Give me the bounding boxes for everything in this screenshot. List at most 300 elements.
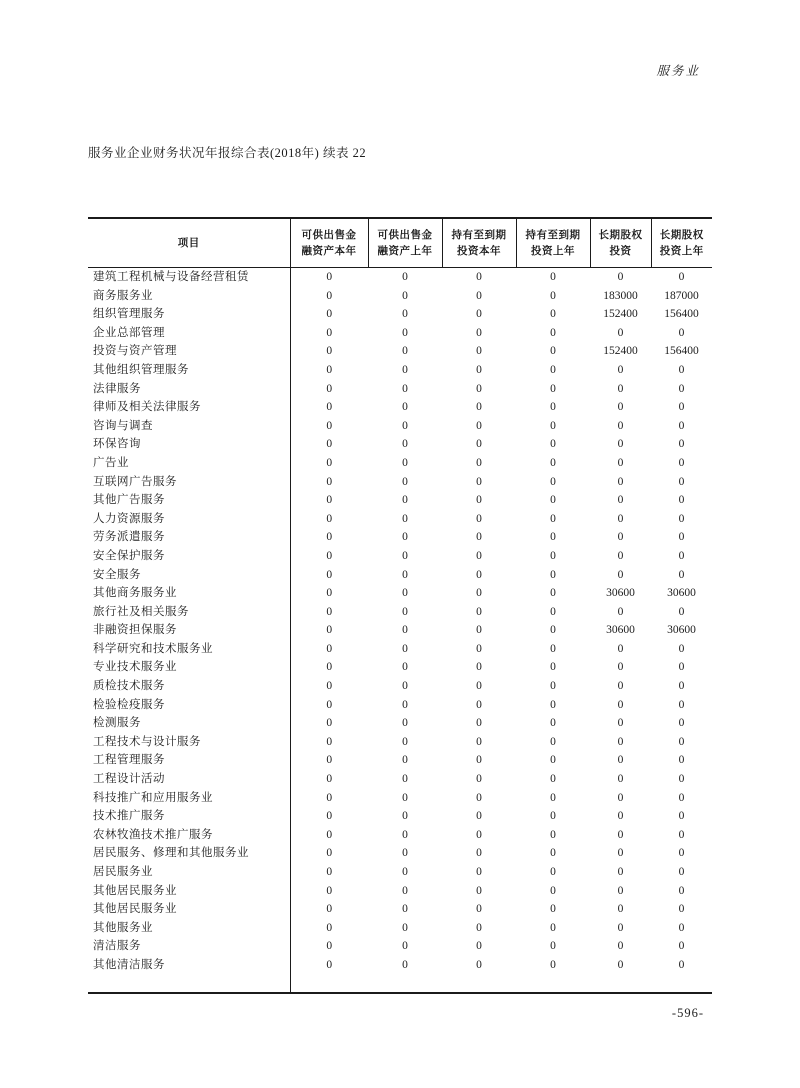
row-item-label: 劳务派遣服务 [88, 528, 290, 547]
row-value-cell: 0 [678, 382, 685, 395]
row-value-cell: 0 [550, 866, 556, 878]
table-row [88, 473, 712, 492]
row-value-cell: 0 [617, 940, 624, 953]
row-value-cell: 0 [476, 308, 482, 321]
table-row [88, 900, 712, 919]
table-row [88, 566, 712, 585]
row-value-cell: 0 [402, 661, 408, 674]
row-item-label: 组织管理服务 [88, 305, 290, 324]
table-row [88, 919, 712, 938]
row-value-cell: 0 [550, 624, 556, 637]
row-value-cell: 0 [617, 363, 624, 376]
row-value-cell: 0 [402, 791, 408, 804]
column-header-2: 持有至到期 投资本年 [442, 219, 516, 268]
row-value-cell: 0 [326, 717, 333, 730]
row-value-cell: 0 [326, 401, 333, 414]
row-value-cell: 0 [326, 884, 333, 897]
row-value-cell: 152400 [603, 308, 638, 321]
row-value-cell: 0 [678, 958, 685, 971]
row-value-cell: 0 [402, 884, 408, 897]
row-value-cell: 0 [402, 549, 408, 562]
row-item-label: 检验检疫服务 [88, 696, 290, 715]
row-item-label: 商务服务业 [88, 287, 290, 306]
row-item-label: 环保咨询 [88, 435, 290, 454]
row-value-cell: 0 [476, 494, 482, 507]
row-value-cell: 0 [326, 512, 333, 525]
table-row [88, 714, 712, 733]
row-value-cell: 0 [402, 698, 408, 711]
row-item-label: 其他居民服务业 [88, 882, 290, 901]
row-value-cell: 0 [550, 680, 556, 693]
row-value-cell: 0 [550, 921, 556, 934]
row-value-cell: 0 [476, 549, 482, 562]
row-value-cell: 156400 [664, 308, 699, 321]
row-value-cell: 0 [476, 345, 482, 358]
row-value-cell: 30600 [667, 624, 696, 637]
row-value-cell: 0 [617, 326, 624, 339]
row-item-label: 投资与资产管理 [88, 342, 290, 361]
table-row [88, 640, 712, 659]
financial-table [88, 219, 712, 992]
row-value-cell: 0 [476, 698, 482, 711]
row-item-label: 清洁服务 [88, 937, 290, 956]
row-value-cell: 0 [617, 735, 624, 748]
row-value-cell: 0 [550, 661, 556, 674]
table-row [88, 398, 712, 417]
row-item-label: 农林牧渔技术推广服务 [88, 826, 290, 845]
table-row [88, 324, 712, 343]
row-item-label: 其他居民服务业 [88, 900, 290, 919]
row-value-cell: 0 [476, 512, 482, 525]
row-value-cell: 0 [617, 698, 624, 711]
row-value-cell: 187000 [664, 289, 699, 302]
row-value-cell: 0 [402, 903, 408, 916]
row-value-cell: 0 [617, 754, 624, 767]
row-value-cell: 0 [326, 382, 333, 395]
row-value-cell: 0 [550, 903, 556, 916]
row-value-cell: 0 [550, 568, 556, 581]
row-value-cell: 0 [550, 363, 556, 376]
row-item-label: 居民服务业 [88, 863, 290, 882]
row-item-label: 科学研究和技术服务业 [88, 640, 290, 659]
row-value-cell: 0 [476, 401, 482, 414]
row-value-cell: 0 [476, 363, 482, 376]
row-value-cell: 0 [402, 921, 408, 934]
row-value-cell: 0 [617, 549, 624, 562]
row-value-cell: 0 [326, 271, 333, 283]
row-value-cell: 0 [402, 438, 408, 451]
row-value-cell: 0 [402, 735, 408, 748]
row-value-cell: 0 [402, 345, 408, 358]
row-value-cell: 0 [326, 345, 333, 358]
row-value-cell: 0 [476, 475, 482, 488]
row-value-cell: 0 [326, 419, 333, 432]
column-header-1: 可供出售金 融资产上年 [368, 219, 442, 268]
row-value-cell: 0 [402, 419, 408, 432]
row-value-cell: 0 [402, 717, 408, 730]
row-value-cell: 0 [476, 531, 482, 544]
row-item-label: 技术推广服务 [88, 807, 290, 826]
row-item-label: 工程设计活动 [88, 770, 290, 789]
row-value-cell: 0 [617, 791, 624, 804]
row-value-cell: 0 [550, 531, 556, 544]
row-value-cell: 0 [476, 717, 482, 730]
table-row [88, 510, 712, 529]
table-row [88, 956, 712, 975]
row-value-cell: 0 [550, 717, 556, 730]
row-item-label: 工程技术与设计服务 [88, 733, 290, 752]
row-value-cell: 0 [678, 419, 685, 432]
row-value-cell: 0 [678, 717, 685, 730]
row-value-cell: 0 [617, 401, 624, 414]
row-value-cell: 0 [402, 847, 408, 860]
row-item-label: 互联网广告服务 [88, 473, 290, 492]
row-value-cell: 0 [402, 810, 408, 823]
header-row [88, 219, 712, 268]
row-item-label: 律师及相关法律服务 [88, 398, 290, 417]
row-value-cell: 0 [326, 921, 333, 934]
row-value-cell: 0 [550, 587, 556, 600]
table-row [88, 528, 712, 547]
row-value-cell: 0 [402, 605, 408, 618]
row-value-cell: 0 [326, 289, 333, 302]
row-value-cell: 30600 [606, 624, 635, 637]
row-value-cell: 0 [678, 438, 685, 451]
row-value-cell: 0 [326, 363, 333, 376]
running-head: 服务业 [656, 64, 700, 78]
row-value-cell: 0 [617, 605, 624, 618]
row-value-cell: 0 [617, 680, 624, 693]
row-value-cell: 0 [617, 568, 624, 581]
row-value-cell: 30600 [667, 587, 696, 600]
table-row [88, 937, 712, 956]
row-item-label: 广告业 [88, 454, 290, 473]
row-value-cell: 0 [326, 735, 333, 748]
row-value-cell: 0 [617, 419, 624, 432]
row-value-cell: 0 [402, 587, 408, 600]
row-value-cell: 0 [617, 903, 624, 916]
row-value-cell: 0 [550, 475, 556, 488]
table-row [88, 603, 712, 622]
row-value-cell: 0 [678, 903, 685, 916]
row-value-cell: 0 [326, 680, 333, 693]
row-value-cell: 0 [402, 642, 408, 655]
row-value-cell: 0 [550, 549, 556, 562]
row-value-cell: 0 [402, 289, 408, 302]
table-row [88, 863, 712, 882]
row-value-cell: 0 [678, 512, 685, 525]
row-value-cell: 0 [678, 363, 685, 376]
row-value-cell: 0 [476, 866, 482, 878]
row-value-cell: 0 [326, 940, 333, 953]
row-value-cell: 0 [617, 475, 624, 488]
row-value-cell: 0 [678, 456, 685, 469]
row-value-cell: 0 [617, 847, 624, 860]
row-value-cell: 0 [678, 549, 685, 562]
row-value-cell: 0 [550, 401, 556, 414]
table-row [88, 287, 712, 306]
row-value-cell: 0 [617, 828, 624, 841]
row-value-cell: 0 [402, 773, 408, 786]
row-value-cell: 0 [550, 754, 556, 767]
row-value-cell: 0 [326, 847, 333, 860]
column-header-3: 持有至到期 投资上年 [516, 219, 590, 268]
row-value-cell: 0 [678, 642, 685, 655]
page-number: -596- [671, 1006, 704, 1020]
row-value-cell: 0 [678, 773, 685, 786]
row-item-label: 检测服务 [88, 714, 290, 733]
row-value-cell: 0 [678, 531, 685, 544]
table-container [88, 217, 712, 994]
row-value-cell: 0 [550, 308, 556, 321]
row-value-cell: 0 [326, 587, 333, 600]
table-row [88, 770, 712, 789]
table-row [88, 268, 712, 287]
table-title: 服务业企业财务状况年报综合表(2018年) 续表 22 [88, 146, 367, 160]
row-value-cell: 0 [326, 438, 333, 451]
row-value-cell: 0 [617, 512, 624, 525]
row-value-cell: 0 [326, 531, 333, 544]
column-header-item: 项目 [88, 219, 290, 268]
row-value-cell: 30600 [606, 587, 635, 600]
column-header-5: 长期股权 投资上年 [651, 219, 712, 268]
row-value-cell: 0 [476, 884, 482, 897]
row-value-cell: 0 [617, 958, 624, 971]
row-value-cell: 0 [402, 940, 408, 953]
table-row [88, 658, 712, 677]
row-value-cell: 0 [326, 456, 333, 469]
row-value-cell: 0 [326, 958, 333, 971]
row-item-label: 企业总部管理 [88, 324, 290, 343]
row-item-label: 专业技术服务业 [88, 658, 290, 677]
row-value-cell: 0 [476, 642, 482, 655]
row-value-cell: 0 [550, 512, 556, 525]
table-row [88, 696, 712, 715]
table-row [88, 547, 712, 566]
table-row [88, 789, 712, 808]
row-value-cell: 0 [402, 326, 408, 339]
row-value-cell: 0 [476, 847, 482, 860]
row-value-cell: 0 [476, 624, 482, 637]
row-value-cell: 0 [550, 419, 556, 432]
row-value-cell: 0 [617, 438, 624, 451]
row-item-label: 其他清洁服务 [88, 956, 290, 975]
row-value-cell: 0 [617, 717, 624, 730]
row-value-cell: 0 [476, 828, 482, 841]
row-value-cell: 0 [476, 419, 482, 432]
row-value-cell: 0 [617, 271, 624, 283]
table-row [88, 435, 712, 454]
row-value-cell: 0 [617, 382, 624, 395]
row-value-cell: 0 [402, 680, 408, 693]
row-item-label: 科技推广和应用服务业 [88, 789, 290, 808]
row-value-cell: 0 [550, 289, 556, 302]
row-value-cell: 0 [617, 921, 624, 934]
row-value-cell: 0 [550, 438, 556, 451]
table-row [88, 361, 712, 380]
row-value-cell: 0 [402, 401, 408, 414]
row-value-cell: 0 [678, 326, 685, 339]
row-value-cell: 0 [476, 326, 482, 339]
row-value-cell: 0 [326, 494, 333, 507]
row-value-cell: 183000 [603, 289, 638, 302]
row-value-cell: 0 [326, 866, 333, 878]
row-item-label: 质检技术服务 [88, 677, 290, 696]
row-value-cell: 0 [617, 642, 624, 655]
row-value-cell: 0 [402, 531, 408, 544]
row-value-cell: 0 [678, 661, 685, 674]
row-item-label: 其他商务服务业 [88, 584, 290, 603]
row-item-label: 旅行社及相关服务 [88, 603, 290, 622]
row-item-label: 其他广告服务 [88, 491, 290, 510]
row-value-cell: 0 [678, 568, 685, 581]
row-value-cell: 0 [550, 958, 556, 971]
row-value-cell: 0 [326, 326, 333, 339]
table-row [88, 491, 712, 510]
column-header-4: 长期股权 投资 [590, 219, 651, 268]
row-value-cell: 0 [476, 810, 482, 823]
row-value-cell: 156400 [664, 345, 699, 358]
row-value-cell: 0 [402, 363, 408, 376]
row-value-cell: 0 [617, 884, 624, 897]
row-value-cell: 0 [617, 810, 624, 823]
row-value-cell: 0 [617, 494, 624, 507]
row-value-cell: 0 [326, 810, 333, 823]
row-value-cell: 0 [678, 754, 685, 767]
table-row [88, 733, 712, 752]
row-value-cell: 0 [476, 958, 482, 971]
row-value-cell: 0 [678, 475, 685, 488]
row-value-cell: 0 [476, 382, 482, 395]
table-row [88, 342, 712, 361]
row-value-cell: 0 [476, 940, 482, 953]
row-value-cell: 0 [550, 735, 556, 748]
table-header [88, 219, 712, 268]
row-value-cell: 0 [550, 828, 556, 841]
row-value-cell: 0 [476, 568, 482, 581]
table-row [88, 807, 712, 826]
row-value-cell: 0 [476, 754, 482, 767]
row-value-cell: 0 [402, 494, 408, 507]
table-row [88, 380, 712, 399]
row-value-cell: 0 [550, 773, 556, 786]
row-value-cell: 0 [326, 828, 333, 841]
table-row [88, 417, 712, 436]
spacer-row [88, 975, 712, 992]
row-value-cell: 0 [678, 271, 685, 283]
row-value-cell: 0 [678, 847, 685, 860]
row-value-cell: 0 [550, 494, 556, 507]
row-value-cell: 0 [476, 921, 482, 934]
row-value-cell: 0 [326, 568, 333, 581]
row-value-cell: 0 [476, 903, 482, 916]
row-value-cell: 0 [402, 512, 408, 525]
row-item-label: 咨询与调查 [88, 417, 290, 436]
row-value-cell: 0 [678, 940, 685, 953]
row-value-cell: 0 [678, 791, 685, 804]
row-value-cell: 0 [402, 382, 408, 395]
row-value-cell: 0 [476, 289, 482, 302]
row-value-cell: 0 [402, 456, 408, 469]
row-item-label: 建筑工程机械与设备经营租赁 [88, 268, 290, 287]
row-value-cell: 0 [617, 661, 624, 674]
row-value-cell: 0 [678, 698, 685, 711]
row-value-cell: 0 [678, 884, 685, 897]
row-item-label: 居民服务、修理和其他服务业 [88, 844, 290, 863]
row-value-cell: 0 [550, 810, 556, 823]
row-value-cell: 0 [617, 866, 624, 878]
row-item-label: 其他服务业 [88, 919, 290, 938]
row-value-cell: 0 [476, 438, 482, 451]
row-value-cell: 0 [326, 549, 333, 562]
row-value-cell: 0 [678, 605, 685, 618]
row-value-cell: 0 [550, 884, 556, 897]
row-item-label: 工程管理服务 [88, 751, 290, 770]
row-value-cell: 0 [550, 940, 556, 953]
row-value-cell: 0 [326, 791, 333, 804]
row-value-cell: 0 [402, 308, 408, 321]
row-value-cell: 0 [476, 773, 482, 786]
row-value-cell: 0 [550, 271, 556, 283]
row-value-cell: 0 [326, 308, 333, 321]
table-row [88, 751, 712, 770]
row-value-cell: 0 [402, 624, 408, 637]
table-row [88, 621, 712, 640]
row-value-cell: 0 [550, 791, 556, 804]
row-value-cell: 0 [402, 568, 408, 581]
row-value-cell: 0 [678, 921, 685, 934]
row-value-cell: 0 [678, 810, 685, 823]
row-value-cell: 0 [678, 735, 685, 748]
table-row [88, 584, 712, 603]
row-value-cell: 0 [550, 642, 556, 655]
row-value-cell: 0 [402, 754, 408, 767]
row-value-cell: 0 [476, 680, 482, 693]
table-row [88, 677, 712, 696]
row-item-label: 安全保护服务 [88, 547, 290, 566]
row-value-cell: 0 [326, 754, 333, 767]
row-value-cell: 0 [402, 866, 408, 878]
row-value-cell: 0 [678, 494, 685, 507]
row-value-cell: 0 [476, 735, 482, 748]
row-item-label: 其他组织管理服务 [88, 361, 290, 380]
row-value-cell: 0 [476, 791, 482, 804]
row-value-cell: 0 [476, 271, 482, 283]
table-row [88, 882, 712, 901]
row-value-cell: 0 [326, 661, 333, 674]
table-row [88, 826, 712, 845]
row-value-cell: 0 [617, 456, 624, 469]
row-item-label: 人力资源服务 [88, 510, 290, 529]
row-value-cell: 0 [402, 475, 408, 488]
row-value-cell: 0 [678, 828, 685, 841]
row-value-cell: 0 [326, 475, 333, 488]
row-value-cell: 0 [326, 903, 333, 916]
row-value-cell: 0 [617, 773, 624, 786]
row-value-cell: 0 [678, 866, 685, 878]
column-header-0: 可供出售金 融资产本年 [290, 219, 368, 268]
row-item-label: 非融资担保服务 [88, 621, 290, 640]
row-value-cell: 0 [550, 326, 556, 339]
row-value-cell: 0 [326, 642, 333, 655]
row-value-cell: 0 [326, 624, 333, 637]
row-value-cell: 0 [326, 773, 333, 786]
row-item-label: 安全服务 [88, 566, 290, 585]
row-value-cell: 0 [550, 345, 556, 358]
row-value-cell: 0 [476, 661, 482, 674]
row-item-label: 法律服务 [88, 380, 290, 399]
row-value-cell: 0 [550, 698, 556, 711]
